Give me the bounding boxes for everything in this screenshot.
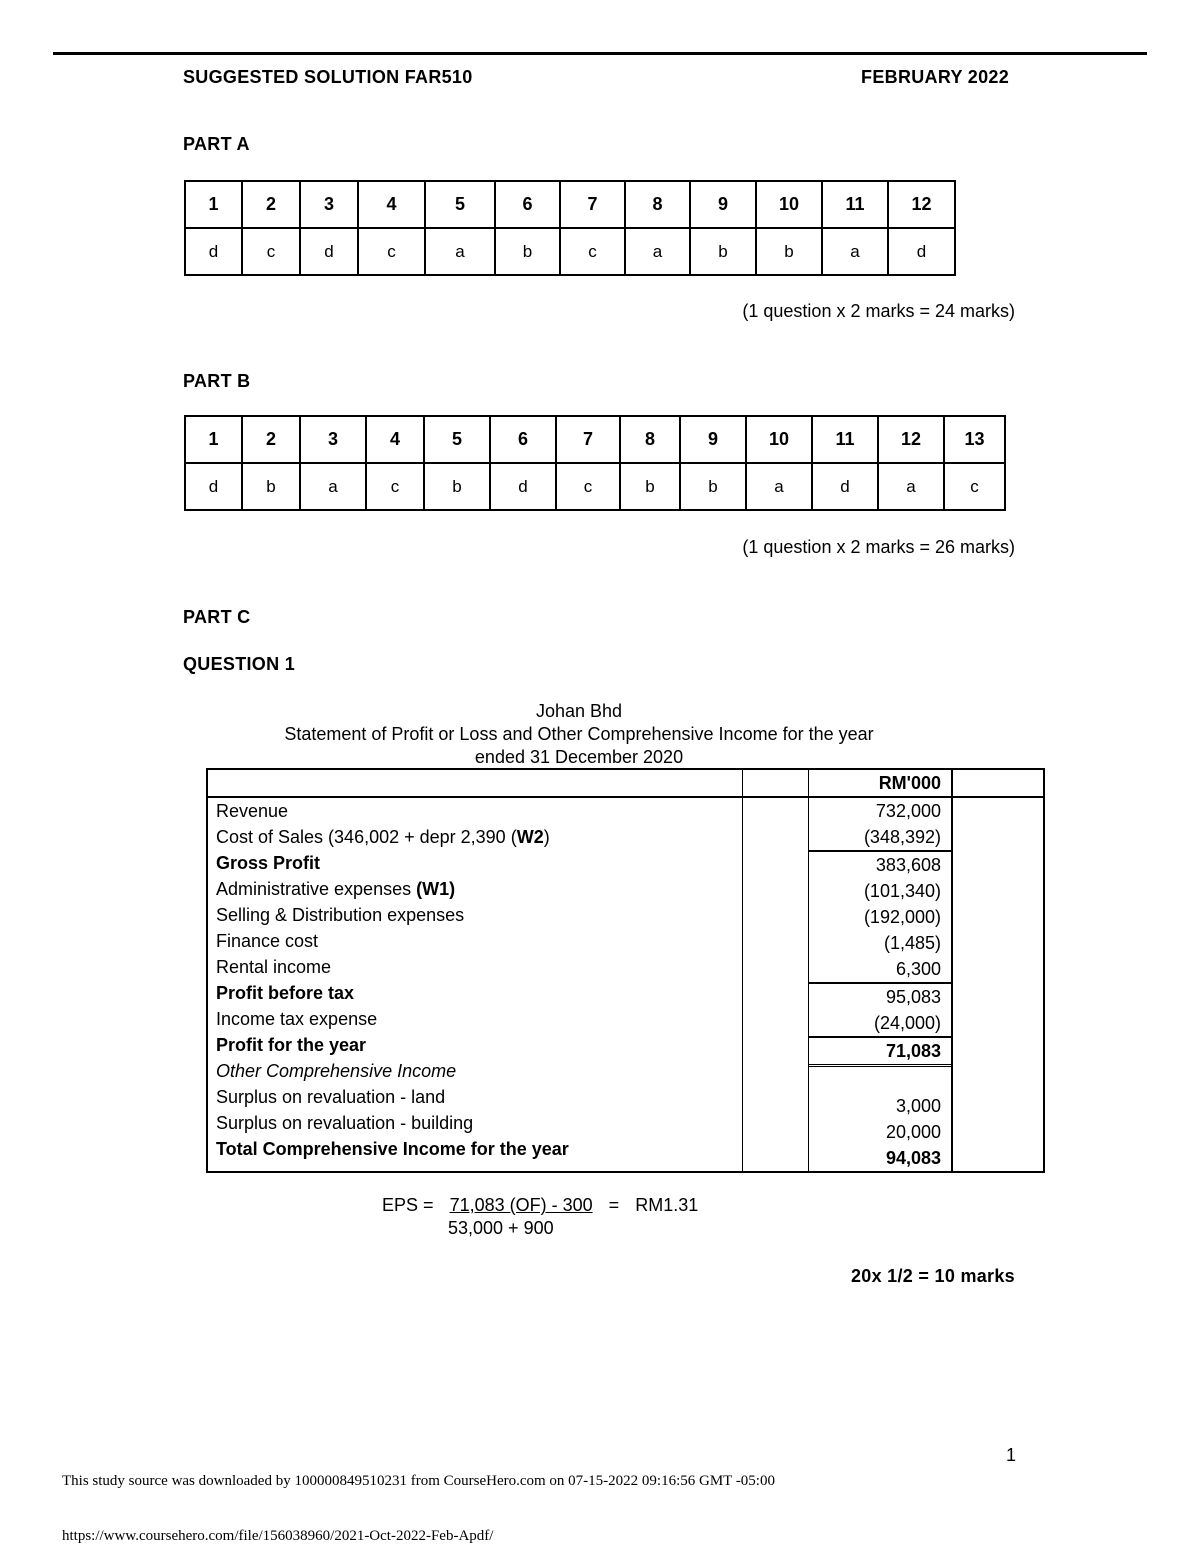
answer-cell: d <box>300 228 358 275</box>
part-a-question-row <box>185 181 955 228</box>
answer-cell: b <box>424 463 490 510</box>
row-amount <box>809 1067 952 1093</box>
document-date: FEBRUARY 2022 <box>861 67 1009 87</box>
currency-heading: RM'000 <box>808 769 952 797</box>
row-label: Administrative expenses (W1) <box>216 879 456 899</box>
row-amount: (348,392) <box>863 827 941 847</box>
question-number: 3 <box>300 181 358 228</box>
answer-cell: a <box>300 463 366 510</box>
question-number: 3 <box>300 416 366 463</box>
answer-cell: a <box>425 228 495 275</box>
answer-cell: d <box>185 463 242 510</box>
question-number: 1 <box>185 416 242 463</box>
question-number: 1 <box>185 181 242 228</box>
row-label: Total Comprehensive Income for the year <box>216 1139 569 1159</box>
question-number: 12 <box>888 181 955 228</box>
line-item-amounts <box>808 797 952 1172</box>
question-number: 2 <box>242 416 300 463</box>
question-number: 12 <box>878 416 944 463</box>
row-label: Income tax expense <box>216 1009 378 1029</box>
row-label: Surplus on revaluation - building <box>216 1113 474 1133</box>
statement-body-row <box>207 797 1044 1172</box>
answer-cell: d <box>812 463 878 510</box>
question-number: 11 <box>822 181 888 228</box>
eps-result: RM1.31 <box>635 1195 699 1215</box>
row-amount: 94,083 <box>885 1148 941 1168</box>
question-number: 8 <box>625 181 690 228</box>
part-a-answer-row <box>185 228 955 275</box>
answer-cell: d <box>185 228 242 275</box>
answer-cell: b <box>680 463 746 510</box>
answer-cell: a <box>822 228 888 275</box>
row-label: Revenue <box>216 801 289 821</box>
question-number: 6 <box>495 181 560 228</box>
answer-cell: b <box>690 228 756 275</box>
part-a-marks: (1 question x 2 marks = 24 marks) <box>742 301 1015 321</box>
download-note: This study source was downloaded by 100000849510231 from CourseHero.com on 07-15-2022 09:16:56 GMT -05:00 <box>62 1473 775 1489</box>
row-label: Rental income <box>216 957 332 977</box>
answer-cell: b <box>495 228 560 275</box>
answer-cell: b <box>620 463 680 510</box>
row-amount: 732,000 <box>875 801 941 821</box>
answer-cell: b <box>242 463 300 510</box>
row-amount: 3,000 <box>895 1096 941 1116</box>
row-amount: 383,608 <box>809 850 952 878</box>
eps-calculation <box>382 1195 698 1216</box>
question-number: 5 <box>424 416 490 463</box>
question-number: 9 <box>680 416 746 463</box>
company-name: Johan Bhd <box>535 701 623 721</box>
row-amount: (192,000) <box>863 907 941 927</box>
answer-cell: c <box>242 228 300 275</box>
question-number: 7 <box>556 416 620 463</box>
row-amount: 6,300 <box>895 959 941 979</box>
statement-title-line-1: Statement of Profit or Loss and Other Comprehensive Income for the year <box>284 724 874 744</box>
answer-cell: b <box>756 228 822 275</box>
answer-cell: d <box>490 463 556 510</box>
profit-or-loss-statement <box>206 768 1045 1173</box>
answer-cell: a <box>878 463 944 510</box>
part-b-heading: PART B <box>183 371 251 391</box>
part-b-question-row <box>185 416 1005 463</box>
question-heading: QUESTION 1 <box>183 654 296 674</box>
eps-equals: = <box>608 1195 620 1215</box>
question-number: 10 <box>756 181 822 228</box>
eps-prefix: EPS = <box>382 1195 434 1215</box>
question-number: 8 <box>620 416 680 463</box>
part-b-answer-table <box>184 415 1006 511</box>
row-label: Selling & Distribution expenses <box>216 905 465 925</box>
question-number: 5 <box>425 181 495 228</box>
page-number: 1 <box>1006 1445 1017 1465</box>
answer-cell: a <box>625 228 690 275</box>
question-number: 11 <box>812 416 878 463</box>
row-label: Finance cost <box>216 931 319 951</box>
row-label: Gross Profit <box>216 853 321 873</box>
source-url[interactable]: https://www.coursehero.com/file/156038960/2021-Oct-2022-Feb-Apdf/ <box>62 1528 494 1544</box>
answer-cell: c <box>560 228 625 275</box>
answer-cell: d <box>888 228 955 275</box>
row-label: Surplus on revaluation - land <box>216 1087 446 1107</box>
question-number: 6 <box>490 416 556 463</box>
row-amount: 95,083 <box>809 982 952 1010</box>
answer-cell: a <box>746 463 812 510</box>
part-a-heading: PART A <box>183 134 250 154</box>
row-label: Profit before tax <box>216 983 355 1003</box>
row-amount: (24,000) <box>873 1013 941 1033</box>
answer-cell: c <box>366 463 424 510</box>
eps-denominator: 53,000 + 900 <box>448 1218 554 1238</box>
document-title: SUGGESTED SOLUTION FAR510 <box>183 67 473 87</box>
question-number: 7 <box>560 181 625 228</box>
answer-cell: c <box>944 463 1005 510</box>
row-amount: (101,340) <box>863 881 941 901</box>
part-b-answer-row <box>185 463 1005 510</box>
answer-cell: c <box>358 228 425 275</box>
question-number: 13 <box>944 416 1005 463</box>
eps-numerator: 71,083 (OF) - 300 <box>449 1195 593 1215</box>
question-number: 9 <box>690 181 756 228</box>
row-amount: 20,000 <box>885 1122 941 1142</box>
question-number: 4 <box>366 416 424 463</box>
part-b-marks: (1 question x 2 marks = 26 marks) <box>742 537 1015 557</box>
question-number: 10 <box>746 416 812 463</box>
part-a-answer-table <box>184 180 956 276</box>
question-number: 4 <box>358 181 425 228</box>
answer-cell: c <box>556 463 620 510</box>
statement-title <box>206 700 952 769</box>
statement-header-row <box>207 769 1044 797</box>
row-label: Cost of Sales (346,002 + depr 2,390 (W2) <box>216 827 550 847</box>
top-rule <box>53 52 1147 55</box>
question-number: 2 <box>242 181 300 228</box>
row-label: Profit for the year <box>216 1035 367 1055</box>
line-item-labels <box>207 797 742 1172</box>
part-c-marks: 20x 1/2 = 10 marks <box>850 1266 1015 1286</box>
row-amount: (1,485) <box>883 933 941 953</box>
row-label: Other Comprehensive Income <box>216 1061 457 1081</box>
statement-title-line-2: ended 31 December 2020 <box>474 747 684 767</box>
row-amount: 71,083 <box>809 1036 952 1067</box>
part-c-heading: PART C <box>183 607 251 627</box>
